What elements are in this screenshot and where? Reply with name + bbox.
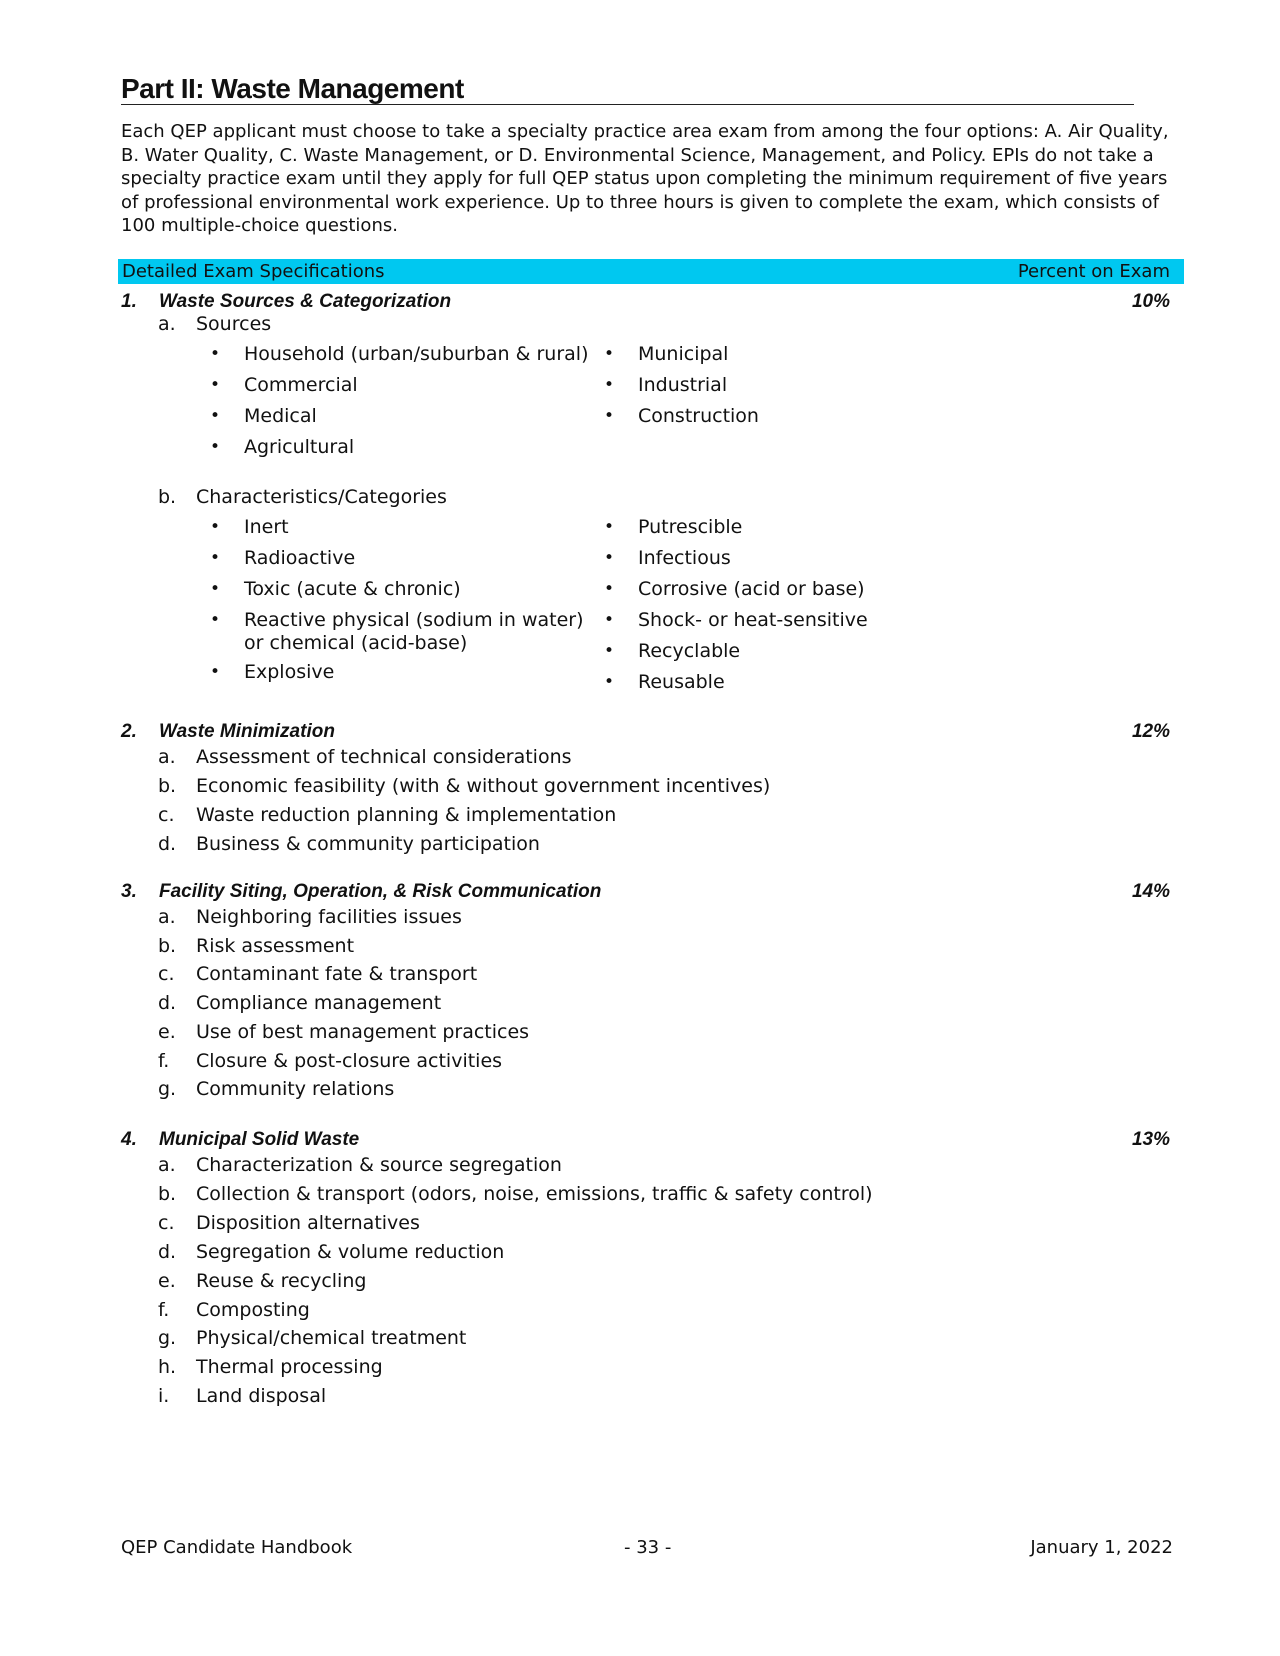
bullet-icon: • [604,641,615,661]
list-item: • Radioactive [210,547,356,569]
bullet-icon: • [604,517,615,537]
list-item: • Explosive [210,661,335,683]
bullet-icon: • [210,406,221,426]
subsection-label: Characteristics/Categories [196,486,447,508]
list-item: g. Community relations [158,1078,395,1101]
list-item: • Household (urban/suburban & rural) [210,343,589,365]
list-item: • Industrial [604,374,728,396]
spec-header-bar [118,259,1184,284]
bullet-icon: • [210,579,221,599]
list-item: d. Segregation & volume reduction [158,1240,505,1263]
section-title: Municipal Solid Waste [159,1129,360,1150]
section-4-list [158,1151,873,1411]
list-item: a. Characterization & source segregation [158,1154,562,1176]
characteristics-list-right [601,516,868,702]
characteristics-list-left [207,516,584,692]
bullet-icon: • [604,610,615,630]
section-percent: 10% [1131,291,1170,312]
section-2-list [158,743,770,859]
bullet-icon: • [604,344,615,364]
section-heading-3 [121,880,1170,904]
section-heading-1 [121,290,1170,314]
subsection-label: Sources [196,313,272,335]
list-item: d. Compliance management [158,992,442,1015]
intro-paragraph: Each QEP applicant must choose to take a specialty practice area exam from among the four options: A. Air Quality, B. Water Quality, C. Waste Management, or D. Environmental Science, Management, and Policy. EPIs do not take a specialty practice exam until they apply for full QEP status upon completing the minimum requirement of five years of professional environmental work experience. Up to three hours is given to complete the exam, which consists of 100 multiple-choice questions. [121,121,1169,236]
list-item: • Municipal [604,343,729,365]
list-item: e. Reuse & recycling [158,1269,367,1292]
list-item: f. Composting [158,1298,310,1321]
list-item: a. Assessment of technical considerations [158,746,572,768]
list-item: • Putrescible [604,516,743,538]
footer-page-number: - 33 - [624,1537,672,1558]
bullet-icon: • [604,672,615,692]
bullet-icon: • [604,548,615,568]
list-item: • Recyclable [604,640,741,662]
section-title: Waste Minimization [159,721,335,742]
list-item: e. Use of best management practices [158,1020,530,1043]
title-rule [121,74,1134,105]
sources-list-left [207,343,589,467]
section-number: 4. [121,1129,137,1150]
section-number: 1. [121,291,137,312]
list-item: • Construction [604,405,759,427]
list-item: • Toxic (acute & chronic) [210,578,461,600]
section-number: 2. [121,721,137,742]
list-item: b. Collection & transport (odors, noise, emissions, traffic & safety control) [158,1182,873,1205]
list-item: a. Neighboring facilities issues [158,906,462,928]
list-item: b. Risk assessment [158,934,355,957]
section-heading-4 [121,1128,1170,1152]
section-percent: 12% [1131,721,1170,742]
footer-left: QEP Candidate Handbook [121,1537,353,1558]
section-percent: 14% [1131,881,1170,902]
list-item: b. Economic feasibility (with & without government incentives) [158,775,771,797]
section-title: Facility Siting, Operation, & Risk Communication [159,881,602,902]
section-number: 3. [121,881,137,902]
spec-header-left: Detailed Exam Specifications [122,261,385,282]
list-item: h. Thermal processing [158,1356,383,1379]
bullet-icon: • [210,375,221,395]
section-3-list [158,903,529,1104]
page-title: Part II: Waste Management [121,73,464,104]
bullet-icon: • [210,610,221,630]
list-item: f. Closure & post-closure activities [158,1049,503,1072]
bullet-icon: • [210,344,221,364]
list-item: • Corrosive (acid or base) [604,578,865,600]
list-item: • Reactive physical (sodium in water) or chemical (acid-base) [210,609,584,654]
bullet-icon: • [604,579,615,599]
bullet-icon: • [210,517,221,537]
list-item: • Reusable [604,671,725,693]
list-item: d. Business & community participation [158,833,540,855]
sources-list-right [601,343,759,436]
section-percent: 13% [1131,1129,1170,1150]
list-item: • Medical [210,405,317,427]
section-heading-2 [121,720,1170,744]
list-item: • Agricultural [210,436,355,458]
bullet-icon: • [210,548,221,568]
footer-date: January 1, 2022 [1030,1537,1173,1558]
subsection-letter: a. [158,313,176,335]
list-item: • Inert [210,516,289,538]
bullet-icon: • [210,662,221,682]
list-item: • Infectious [604,547,731,569]
list-item: c. Disposition alternatives [158,1211,420,1234]
section-title: Waste Sources & Categorization [159,291,452,312]
spec-header-right: Percent on Exam [1017,261,1170,282]
subsection-letter: b. [158,486,177,508]
list-item: • Shock- or heat-sensitive [604,609,868,631]
bullet-icon: • [604,406,615,426]
bullet-icon: • [210,437,221,457]
bullet-icon: • [604,375,615,395]
list-item: c. Contaminant fate & transport [158,963,478,986]
list-item: i. Land disposal [158,1385,327,1408]
list-item: g. Physical/chemical treatment [158,1327,467,1350]
list-item: c. Waste reduction planning & implementation [158,804,617,826]
list-item: • Commercial [210,374,358,396]
